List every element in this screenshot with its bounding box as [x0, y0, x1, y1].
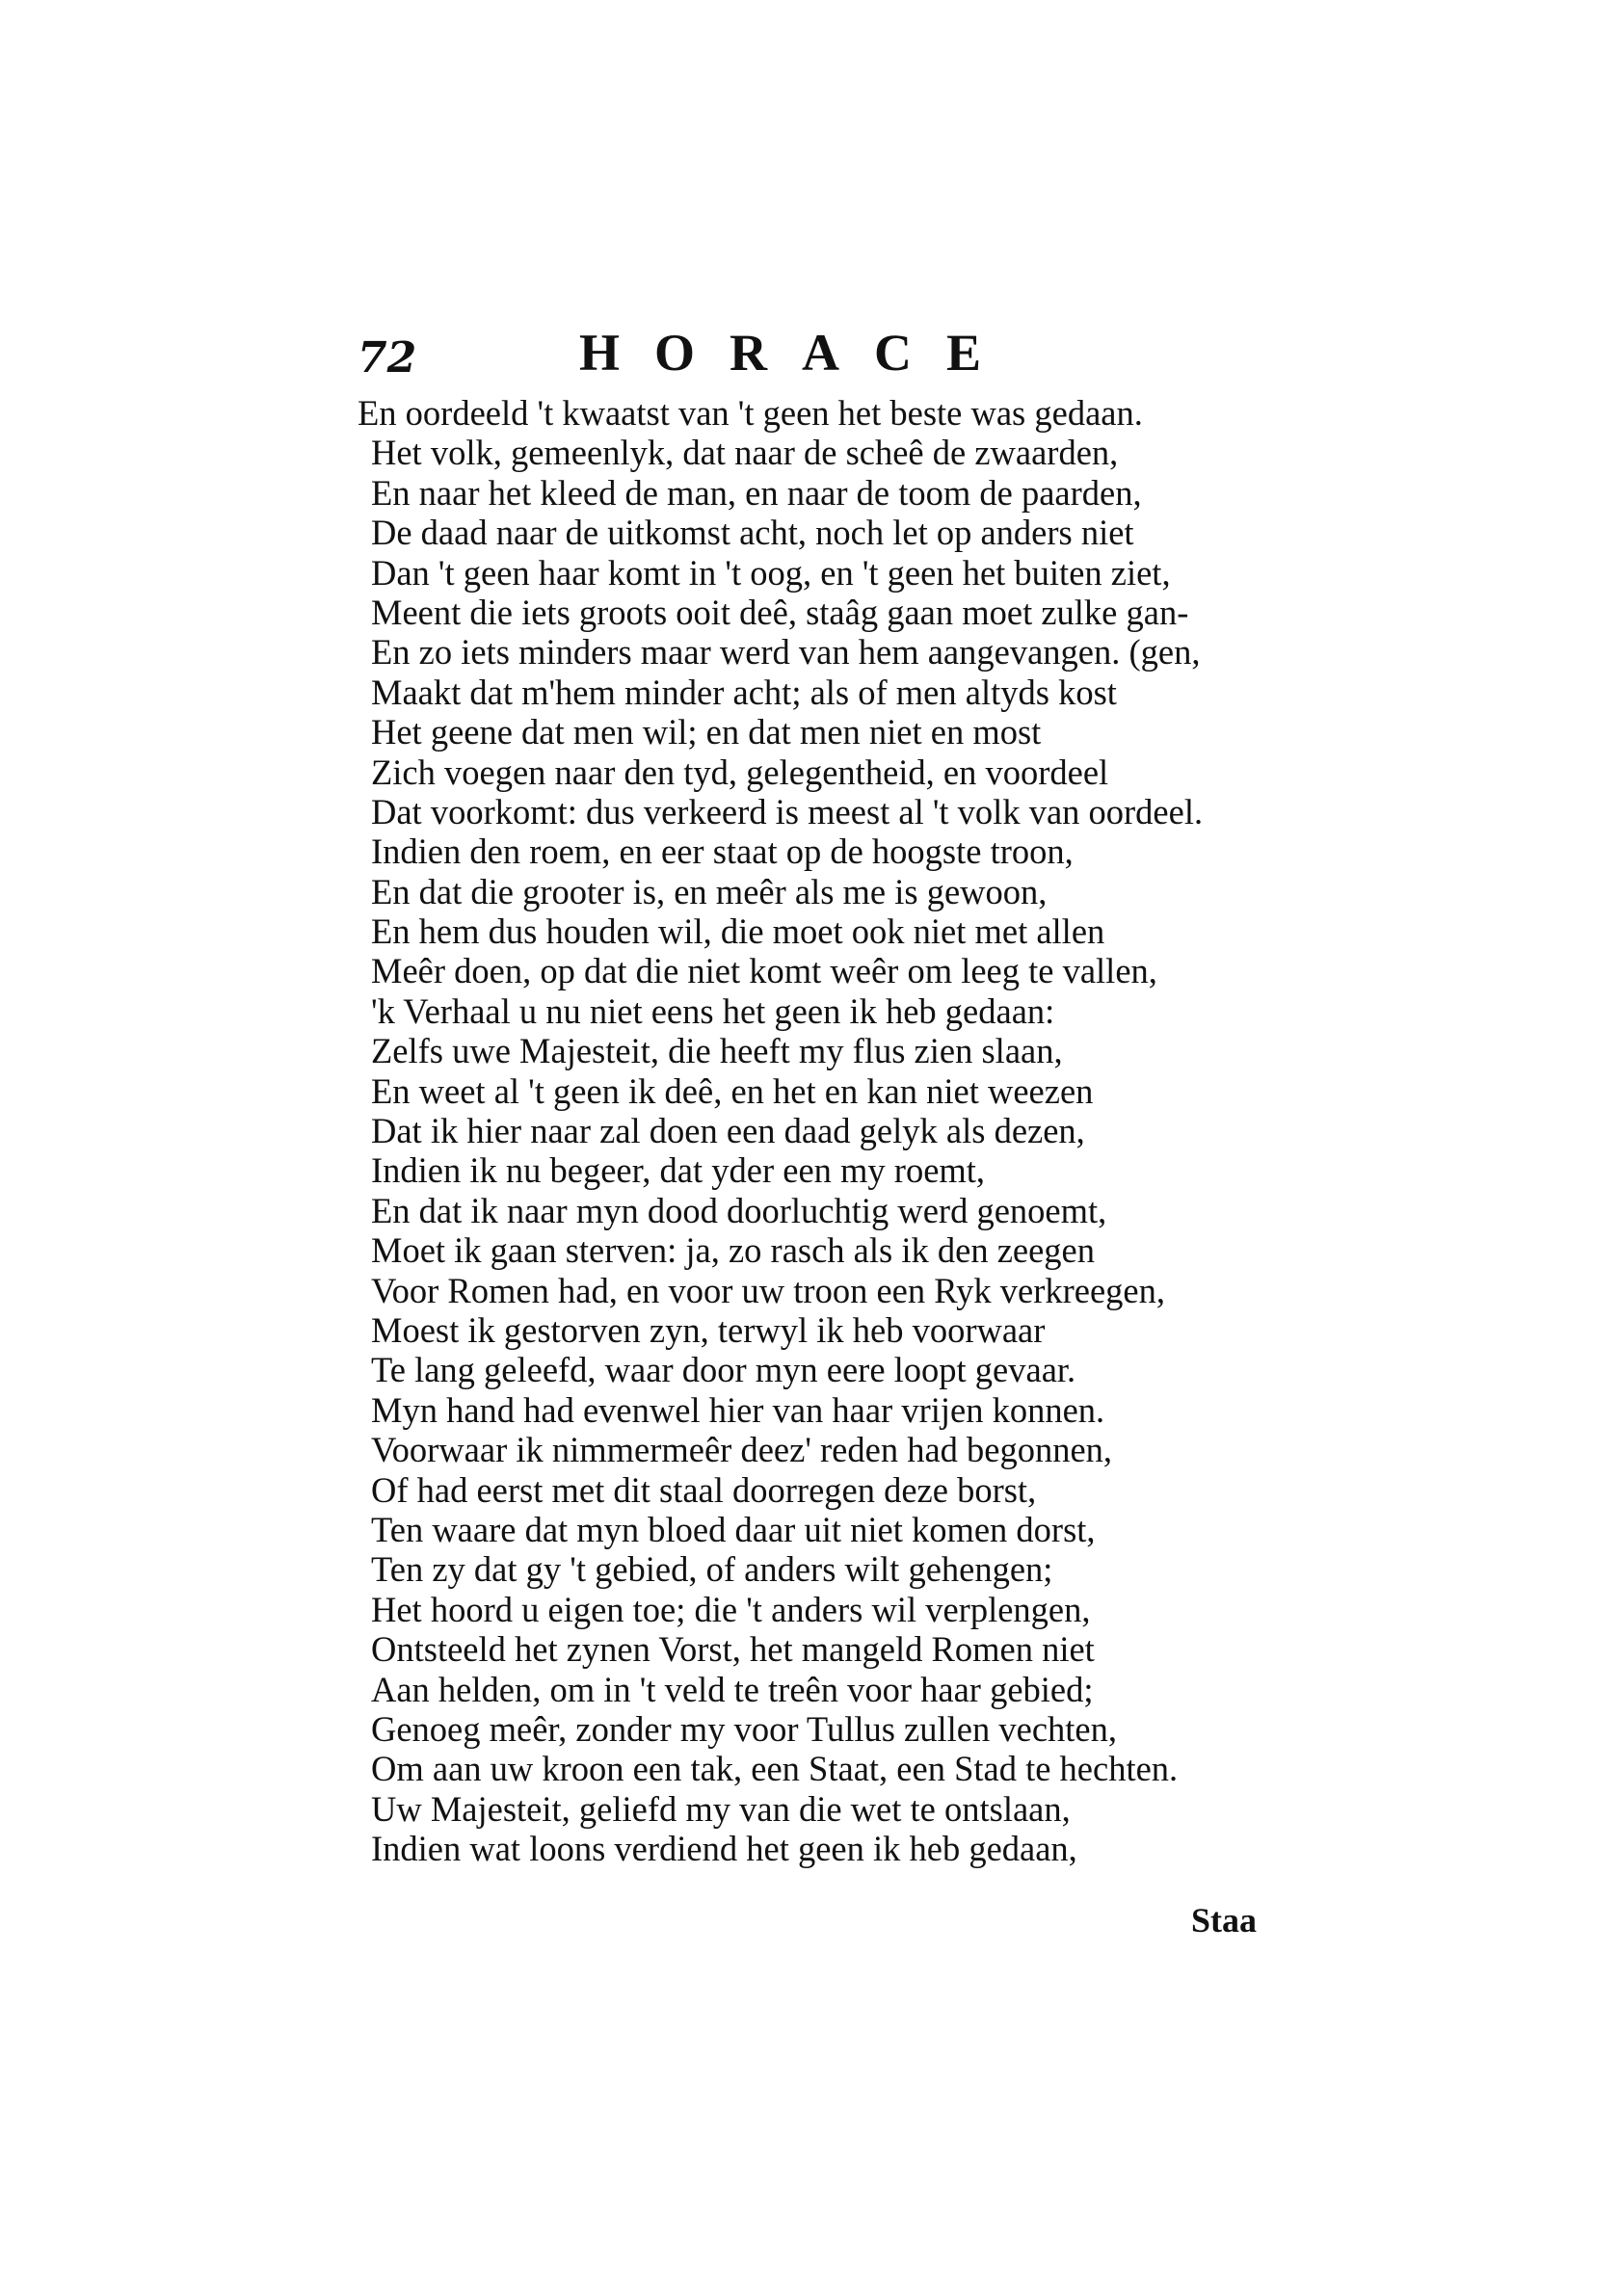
catchword: Staa — [1191, 1901, 1258, 1940]
verse-line: 'k Verhaal u nu niet eens het geen ik heb gedaan: — [371, 990, 1055, 1031]
verse-line: Ontsteeld het zynen Vorst, het mangeld Romen niet — [371, 1629, 1095, 1670]
verse-line: Het geene dat men wil; en dat men niet en most — [371, 712, 1042, 752]
verse-line: En dat ik naar myn dood doorluchtig werd genoemt, — [371, 1190, 1107, 1230]
verse-line: Moet ik gaan sterven: ja, zo rasch als ik den zeegen — [371, 1230, 1095, 1271]
verse-line: Ten waare dat myn bloed daar uit niet komen dorst, — [371, 1509, 1096, 1549]
verse-line: Uw Majesteit, geliefd my van die wet te ontslaan, — [371, 1788, 1071, 1829]
verse-text — [358, 393, 1283, 1868]
verse-line: En hem dus houden wil, die moet ook niet met allen — [371, 911, 1105, 952]
verse-line: Myn hand had evenwel hier van haar vrijen konnen. — [371, 1389, 1105, 1430]
verse-line: En dat die grooter is, en meêr als me is gewoon, — [371, 871, 1048, 911]
verse-line: Voor Romen had, en voor uw troon een Ryk verkreegen, — [371, 1270, 1165, 1310]
verse-line: Om aan uw kroon een tak, een Staat, een Stad te hechten. — [371, 1749, 1179, 1789]
verse-line: En oordeeld 't kwaatst van 't geen het beste was gedaan. — [358, 393, 1143, 433]
verse-line: En weet al 't geen ik deê, en het en kan niet weezen — [371, 1070, 1094, 1111]
verse-line: Dat voorkomt: dus verkeerd is meest al 't volk van oordeel. — [371, 791, 1204, 831]
verse-line: De daad naar de uitkomst acht, noch let op anders niet — [371, 513, 1134, 553]
verse-line: Genoeg meêr, zonder my voor Tullus zullen vechten, — [371, 1708, 1117, 1749]
verse-line: En zo iets minders maar werd van hem aangevangen. (gen, — [371, 632, 1201, 673]
verse-line: Zelfs uwe Majesteit, die heeft my flus zien slaan, — [371, 1031, 1063, 1071]
verse-line: Te lang geleefd, waar door myn eere loopt gevaar. — [371, 1350, 1076, 1390]
verse-line: Indien den roem, en eer staat op de hoogste troon, — [371, 831, 1074, 872]
verse-line: Dat ik hier naar zal doen een daad gelyk als dezen, — [371, 1111, 1085, 1151]
verse-line: Meent die iets groots ooit deê, staâg gaan moet zulke gan- — [371, 592, 1189, 632]
verse-line: Meêr doen, op dat die niet komt weêr om leeg te vallen, — [371, 951, 1157, 991]
verse-line: Indien wat loons verdiend het geen ik heb gedaan, — [371, 1829, 1077, 1869]
verse-line: Aan helden, om in 't veld te treên voor haar gebied; — [371, 1669, 1094, 1709]
verse-line: Indien ik nu begeer, dat yder een my roemt, — [371, 1150, 986, 1191]
verse-line: En naar het kleed de man, en naar de toom de paarden, — [371, 472, 1142, 513]
verse-line: Voorwaar ik nimmermeêr deez' reden had begonnen, — [371, 1430, 1113, 1470]
verse-line: Zich voegen naar den tyd, gelegentheid, en voordeel — [371, 752, 1109, 792]
running-title: HORACE — [579, 324, 1017, 382]
verse-line: Of had eerst met dit staal doorregen deze borst, — [371, 1469, 1037, 1510]
page-header — [358, 318, 1090, 395]
verse-line: Moest ik gestorven zyn, terwyl ik heb voorwaar — [371, 1309, 1046, 1350]
verse-line: Maakt dat m'hem minder acht; als of men altyds kost — [371, 672, 1117, 712]
verse-line: Het hoord u eigen toe; die 't anders wil verplengen, — [371, 1589, 1091, 1629]
verse-line: Ten zy dat gy 't gebied, of anders wilt gehengen; — [371, 1549, 1053, 1590]
verse-line: Het volk, gemeenlyk, dat naar de scheê de zwaarden, — [371, 433, 1119, 473]
page-number: 72 — [358, 333, 417, 383]
verse-line: Dan 't geen haar komt in 't oog, en 't geen het buiten ziet, — [371, 552, 1171, 593]
